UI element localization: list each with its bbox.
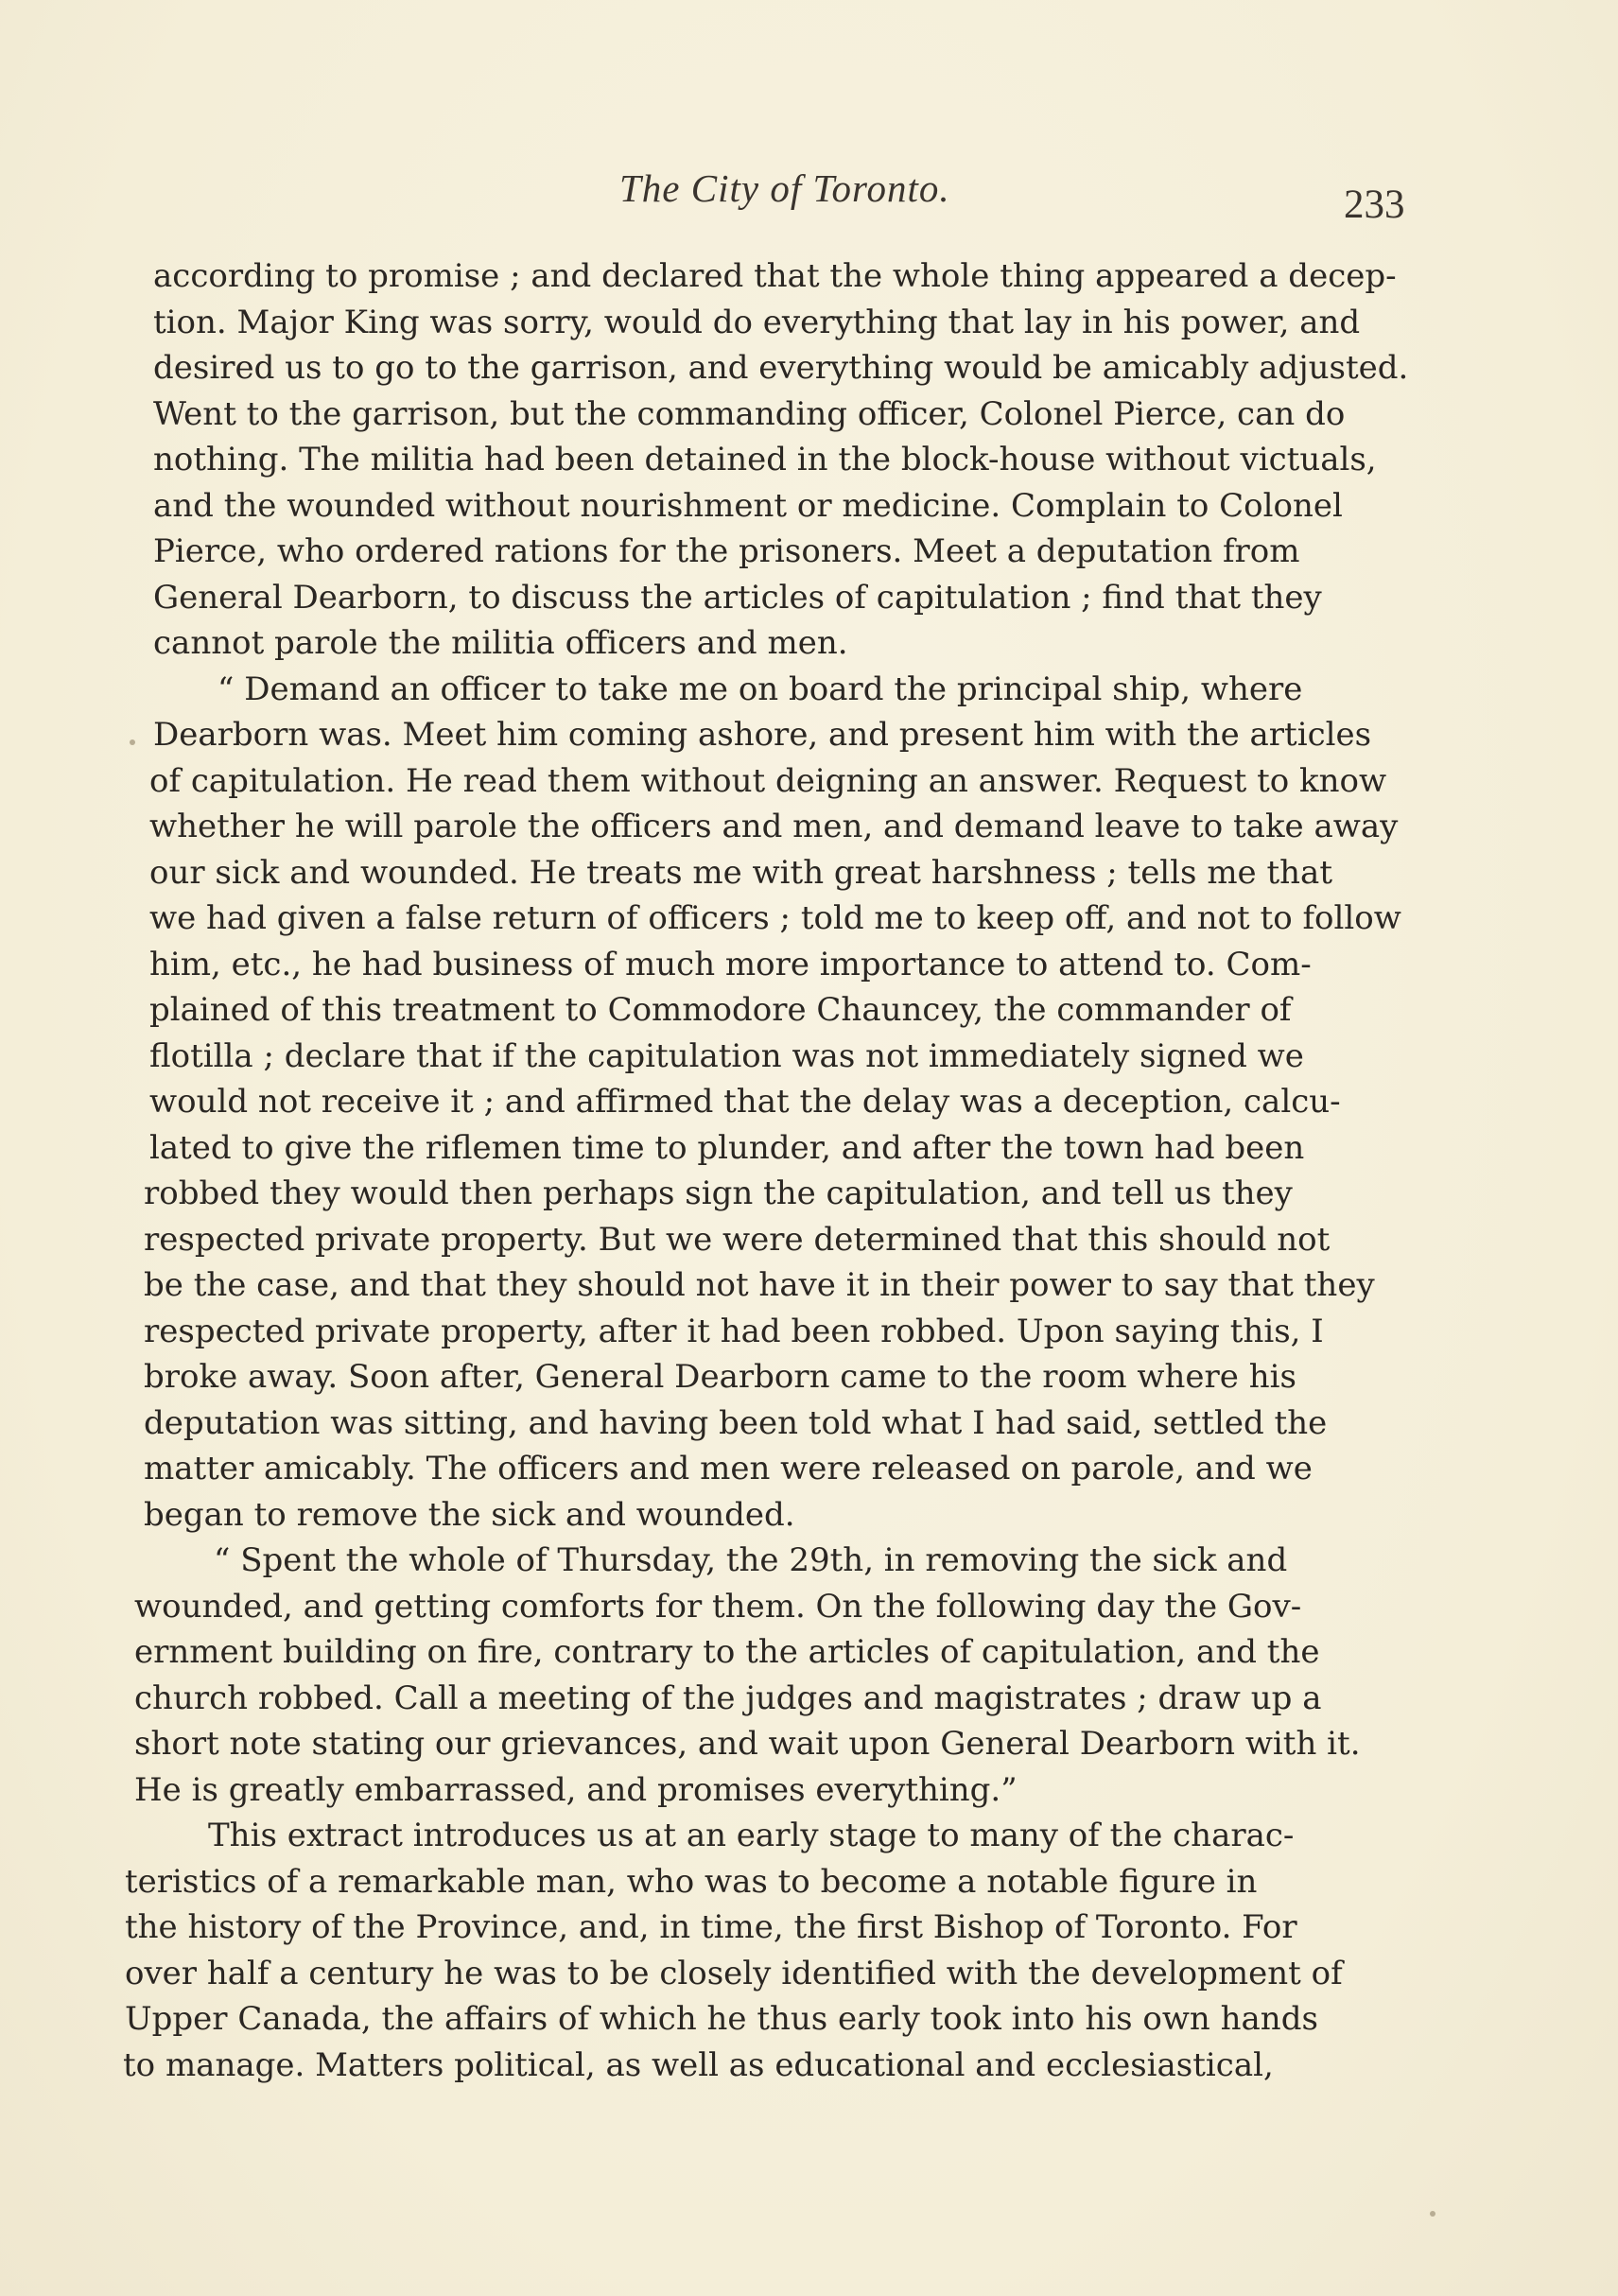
text-line: began to remove the sick and wounded.	[144, 1495, 795, 1534]
running-head	[0, 165, 1618, 227]
text-line: according to promise ; and declared that the whole thing appeared a decep-	[153, 257, 1397, 295]
text-line: Pierce, who ordered rations for the prisoners. Meet a deputation from	[153, 532, 1300, 570]
text-line: respected private property. But we were determined that this should not	[144, 1220, 1331, 1259]
text-line: church robbed. Call a meeting of the judges and magistrates ; draw up a	[134, 1679, 1322, 1717]
text-line: we had given a false return of officers ; told me to keep off, and not to follow	[149, 899, 1401, 937]
text-line: over half a century he was to be closely identified with the development of	[125, 1954, 1343, 1992]
text-line: deputation was sitting, and having been told what I had said, settled the	[144, 1403, 1328, 1442]
text-line: “ Demand an officer to take me on board the principal ship, where	[217, 670, 1303, 708]
text-line: He is greatly embarrassed, and promises everything.”	[134, 1770, 1018, 1809]
text-line: of capitulation. He read them without deigning an answer. Request to know	[149, 761, 1387, 800]
text-line: teristics of a remarkable man, who was to become a notable figure in	[125, 1862, 1258, 1901]
text-line: flotilla ; declare that if the capitulation was not immediately signed we	[149, 1036, 1304, 1075]
margin-speck	[130, 739, 135, 745]
running-title: The City of Toronto.	[619, 166, 950, 210]
text-line: would not receive it ; and affirmed that the delay was a deception, calcu-	[149, 1083, 1341, 1121]
text-line: be the case, and that they should not have it in their power to say that they	[144, 1266, 1375, 1304]
text-line: Dearborn was. Meet him coming ashore, and present him with the articles	[153, 716, 1372, 754]
page-number: 233	[1344, 183, 1405, 227]
text-line: to manage. Matters political, as well as educational and ecclesiastical,	[123, 2045, 1274, 2084]
text-line: him, etc., he had business of much more importance to attend to. Com-	[149, 945, 1312, 983]
text-line: ernment building on fire, contrary to the articles of capitulation, and the	[134, 1633, 1320, 1671]
text-line: matter amicably. The officers and men were released on parole, and we	[144, 1450, 1313, 1487]
text-line: Upper Canada, the affairs of which he thus early took into his own hands	[125, 2000, 1318, 2038]
text-line: cannot parole the militia officers and men.	[153, 624, 848, 662]
text-line: respected private property, after it had been robbed. Upon saying this, I	[144, 1312, 1324, 1350]
text-line: the history of the Province, and, in time, the first Bishop of Toronto. For	[125, 1908, 1297, 1946]
text-line: robbed they would then perhaps sign the capitulation, and tell us they	[144, 1174, 1293, 1212]
text-line: lated to give the riflemen time to plunder, and after the town had been	[149, 1128, 1305, 1167]
text-line: plained of this treatment to Commodore Chauncey, the commander of	[149, 991, 1292, 1029]
text-line: “ Spent the whole of Thursday, the 29th, in removing the sick and	[214, 1541, 1288, 1579]
text-line: broke away. Soon after, General Dearborn came to the room where his	[144, 1358, 1296, 1396]
text-line: General Dearborn, to discuss the articles of capitulation ; find that they	[153, 578, 1322, 617]
text-line: tion. Major King was sorry, would do everything that lay in his power, and	[153, 303, 1361, 341]
text-line: our sick and wounded. He treats me with great harshness ; tells me that	[149, 853, 1332, 892]
text-line: short note stating our grievances, and wait upon General Dearborn with it.	[134, 1725, 1361, 1763]
text-line: This extract introduces us at an early stage to many of the charac-	[208, 1817, 1295, 1854]
text-line: wounded, and getting comforts for them. On the following day the Gov-	[134, 1587, 1302, 1626]
text-line: desired us to go to the garrison, and everything would be amicably adjusted.	[153, 349, 1409, 387]
text-line: nothing. The militia had been detained in the block-house without victuals,	[153, 441, 1377, 478]
text-line: whether he will parole the officers and men, and demand leave to take away	[149, 808, 1399, 845]
text-line: Went to the garrison, but the commanding officer, Colonel Pierce, can do	[153, 394, 1346, 433]
margin-speck	[1430, 2211, 1435, 2217]
text-line: and the wounded without nourishment or medicine. Complain to Colonel	[153, 486, 1343, 525]
